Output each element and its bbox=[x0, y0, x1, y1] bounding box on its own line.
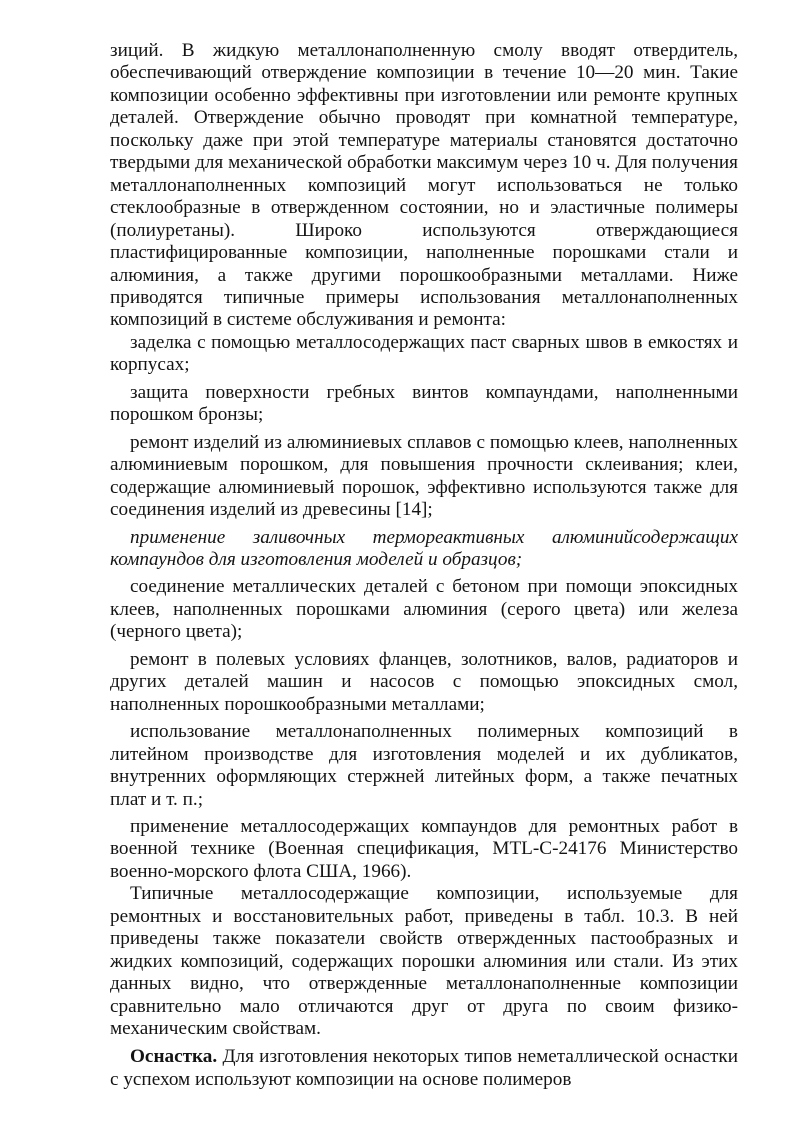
list-item-field-repair: ремонт в полевых условиях фланцев, золотников, валов, радиаторов и других деталей машин и насосов с помощью эпоксидных смол, наполненных порошкообразными металлами; bbox=[110, 648, 738, 715]
list-item-foundry: использование металлонаполненных полимерных композиций в литейном производстве для изготовления моделей и их дубликатов, внутренних оформляющих стержней литейных форм, а также печатных плат и т. п.; bbox=[110, 721, 738, 810]
document-page bbox=[110, 40, 738, 1091]
list-item-welds: заделка с помощью металлосодержащих паст сварных швов в емкостях и корпусах; bbox=[110, 331, 738, 376]
list-item-military: применение металлосодержащих компаундов для ремонтных работ в военной технике (Военная спецификация, MTL-C-24176 Министерство военно-морского флота США, 1966). bbox=[110, 815, 738, 882]
list-item-propellers: защита поверхности гребных винтов компаундами, наполненными порошком бронзы; bbox=[110, 381, 738, 426]
section-heading: Оснастка. bbox=[130, 1046, 218, 1068]
section-paragraph bbox=[110, 1046, 738, 1091]
list-item-concrete-bonding: соединение металлических деталей с бетоном при помощи эпоксидных клеев, наполненных порошками алюминия (серого цвета) или железа (черного цвета); bbox=[110, 576, 738, 643]
intro-paragraph: зиций. В жидкую металлонаполненную смолу вводят отвердитель, обеспечивающий отверждение композиции в течение 10—20 мин. Такие композиции особенно эффективны при изготовлении или ремонте крупных деталей. Отверждение обычно проводят при комнатной температуре, поскольку даже при этой температуре материалы становятся достаточно твердыми для механической обработки максимум через 10 ч. Для получения металлонаполненных композиций могут использоваться не только стеклообразные в отвержденном состоянии, но и эластичные полимеры (полиуретаны). Широко используются отверждающиеся пластифицированные композиции, наполненные порошками стали и алюминия, а также другими порошкообразными металлами. Ниже приводятся типичные примеры использования металлонаполненных композиций в системе обслуживания и ремонта: bbox=[110, 40, 738, 331]
section-text: Для изготовления некоторых типов неметаллической оснастки с успехом используют композиции на основе полимеров bbox=[110, 1046, 738, 1090]
list-item-aluminum-repair: ремонт изделий из алюминиевых сплавов с помощью клеев, наполненных алюминиевым порошком, для повышения прочности склеивания; клеи, содержащие алюминиевый порошок, эффективно используются также для соединения изделий из древесины [14]; bbox=[110, 431, 738, 521]
summary-paragraph: Типичные металлосодержащие композиции, используемые для ремонтных и восстановительных работ, приведены в табл. 10.3. В ней приведены также показатели свойств отвержденных пастообразных и жидких композиций, содержащих порошки алюминия или стали. Из этих данных видно, что отвержденные металлонаполненные композиции сравнительно мало отличаются друг от друга по своим физико-механическим свойствам. bbox=[110, 883, 738, 1040]
list-item-casting-compounds: применение заливочных термореактивных алюминийсодержащих компаундов для изготовления моделей и образцов; bbox=[110, 526, 738, 570]
